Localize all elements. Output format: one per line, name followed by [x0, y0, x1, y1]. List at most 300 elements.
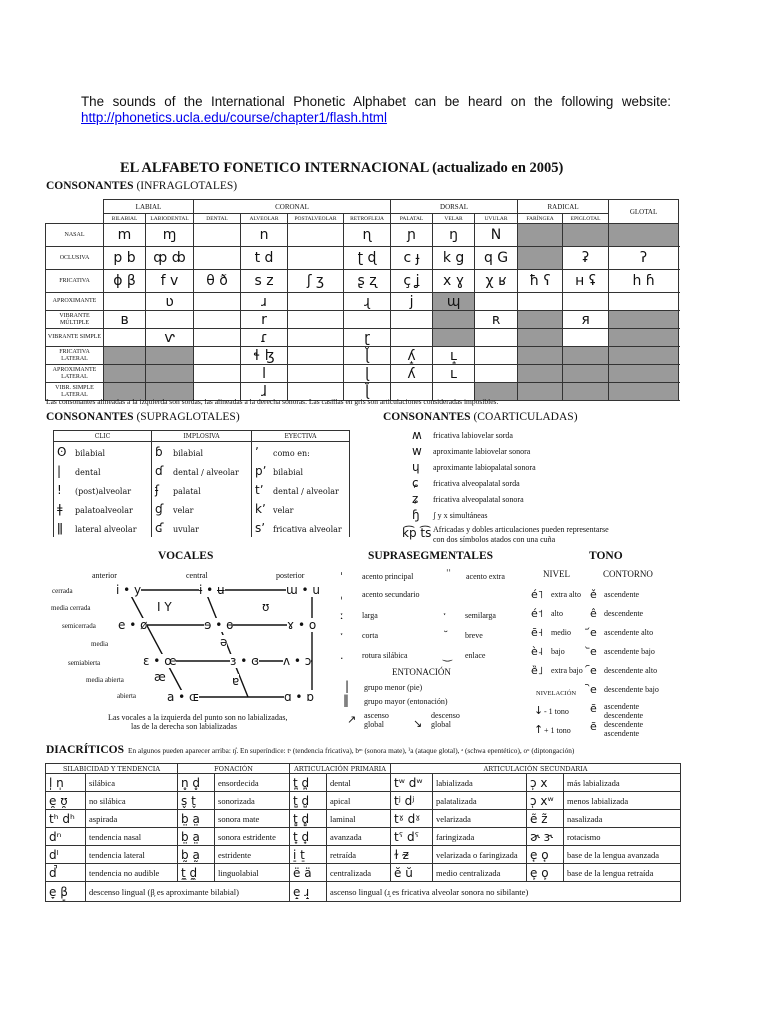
consonant-cell: n: [241, 224, 288, 247]
diacritic-symbol: t̟ d̟: [290, 828, 327, 846]
diacritic-desc: aspirada: [86, 810, 178, 828]
diacritic-desc: rotacismo: [564, 828, 681, 846]
consonant-cell: ʟ: [433, 365, 475, 383]
supraseg-symbol: ‿: [443, 649, 452, 662]
consonant-cell: ŋ: [433, 224, 475, 247]
place-4: POSTALVEOLAR: [288, 214, 344, 224]
supra-symbol: ʘ: [57, 444, 67, 459]
group-labial: LABIAL: [104, 200, 194, 214]
supra-symbol: pʼ: [255, 463, 267, 478]
consonant-cell: j: [391, 293, 433, 311]
diacritic-row: [46, 864, 681, 882]
supra-desc: velar: [273, 505, 294, 515]
place-3: ALVEOLAR: [241, 214, 288, 224]
consonant-cell: h ɦ: [609, 270, 679, 293]
ent-item-1: grupo menor (pie): [364, 683, 423, 692]
tone-level-symbol-4: ȅ˩: [531, 664, 544, 677]
vowel-symbol: ɯ • u: [286, 583, 321, 597]
consonant-cell: ɱ: [146, 224, 194, 247]
vowel-symbol: ɐ: [232, 674, 240, 688]
vowel-height-label: media: [91, 640, 109, 648]
supraseg-desc: acento secundario: [362, 590, 420, 599]
diac-last-desc-2: ascenso lingual (ɹ̝ es fricativa alveolar sonora no sibilante): [327, 882, 681, 902]
diacritic-desc: sonora estridente: [215, 828, 290, 846]
consonant-cell: ʂ ʐ: [344, 270, 391, 293]
diacritic-desc: avanzada: [327, 828, 391, 846]
diacritic-symbol: dⁿ: [46, 828, 86, 846]
diacritic-desc: linguolabial: [215, 864, 290, 882]
consonant-cell: f v: [146, 270, 194, 293]
supraseg-desc: acento principal: [362, 572, 414, 581]
ascenso-arrow-icon: ↗: [347, 713, 357, 726]
col-anterior: anterior: [92, 571, 117, 580]
tone-contour-label: descendente: [604, 609, 644, 618]
infra-note: Las consonantes alineadas a la izquierda son sordas, las alineadas a la derecha sonoras. Las casillas en gris son articulaciones consideradas imposibles.: [46, 397, 499, 406]
nivelacion-label: NIVELACIÓN: [536, 690, 577, 697]
diacritic-symbol: d̚: [46, 864, 86, 882]
consonant-cell: ʈ ɖ: [344, 247, 391, 270]
consonant-cell: ħ ʕ: [518, 270, 563, 293]
vowel-symbol: e • ø: [118, 618, 148, 632]
consonant-cell: χ ʁ: [475, 270, 518, 293]
supra-symbol: ɓ: [155, 444, 163, 459]
supra-desc: palatoalveolar: [75, 505, 133, 515]
diacritic-desc: laminal: [327, 810, 391, 828]
consonant-cell: ɭ̊: [344, 347, 391, 365]
consonant-cell: l: [241, 365, 288, 383]
tono-nivel: NIVEL: [543, 569, 570, 579]
diacritic-desc: silábica: [86, 774, 178, 792]
diacritic-symbol: e̯ ʊ̯: [46, 792, 86, 810]
ent-bar-1: |: [345, 679, 350, 693]
diacritic-row: [46, 810, 681, 828]
diacritic-symbol: ë ä: [290, 864, 327, 882]
supra-desc: dental / alveolar: [273, 486, 339, 496]
diacritic-symbol: dˡ: [46, 846, 86, 864]
diacritic-row: [46, 792, 681, 810]
nivelacion-down: - 1 tono: [544, 707, 569, 716]
diacritic-symbol: n̥ d̥: [178, 774, 215, 792]
supra-desc: bilabial: [75, 448, 106, 458]
coart-heading: CONSONANTES: [383, 411, 471, 423]
supraseg-desc: breve: [465, 631, 483, 640]
vowel-height-label: media cerrada: [51, 604, 91, 612]
diac-last-sym-2: e̝ ɹ̝: [290, 882, 327, 902]
consonant-cell: N: [475, 224, 518, 247]
vowel-symbol: a • ɶ: [167, 690, 200, 704]
ascenso-global: ascenso global: [364, 711, 389, 729]
vowel-symbol: ʌ • ɔ: [283, 654, 312, 668]
supra-desc: uvular: [173, 524, 199, 534]
tone-contour-symbol-2: ᷄e: [590, 626, 597, 639]
diacritic-desc: dental: [327, 774, 391, 792]
tone-level-symbol-2: ē˧: [531, 626, 544, 639]
tone-level-label: bajo: [551, 647, 565, 656]
consonant-cell: t d: [241, 247, 288, 270]
vowel-height-label: semiabierta: [68, 659, 101, 667]
acento-extra-symbol: ˈˈ: [446, 569, 451, 579]
supra-symbol: tʼ: [255, 482, 264, 497]
place-7: VELAR: [433, 214, 475, 224]
diacritic-desc: velarizada: [433, 810, 527, 828]
group-coronal: CORONAL: [194, 200, 391, 214]
supraseg-symbol: ː: [340, 609, 344, 622]
consonant-cell: ʙ: [104, 311, 146, 329]
diacritics-table: [45, 763, 681, 902]
vowel-symbol: ɛ • œ: [143, 654, 177, 668]
supra-heading: CONSONANTES: [46, 411, 134, 423]
consonant-cell: θ ð: [194, 270, 241, 293]
supraseg-desc: corta: [362, 631, 378, 640]
place-5: RETROFLEJA: [344, 214, 391, 224]
place-6: PALATAL: [391, 214, 433, 224]
phonetics-link[interactable]: http://phonetics.ucla.edu/course/chapter1/flash.html: [81, 110, 387, 125]
vowel-symbol: i • y: [116, 583, 142, 597]
row-label: APROXIMANTE: [46, 293, 104, 311]
supra-desc: como en:: [273, 448, 310, 458]
consonant-cell: k g: [433, 247, 475, 270]
diacritic-symbol: i̠ t̠: [290, 846, 327, 864]
consonant-cell: ʎ̝: [391, 347, 433, 365]
consonant-cell: p b: [104, 247, 146, 270]
consonant-cell: c ɟ: [391, 247, 433, 270]
tone-level-label: medio: [551, 628, 571, 637]
diacritic-desc: retraída: [327, 846, 391, 864]
vowel-height-label: semicerrada: [62, 622, 96, 630]
place-8: UVULAR: [475, 214, 518, 224]
diacritic-symbol: t̪ d̪: [290, 774, 327, 792]
diacritic-desc: labializada: [433, 774, 527, 792]
supra-desc: bilabial: [173, 448, 204, 458]
supraseg-desc: larga: [362, 611, 378, 620]
coart-symbol: ʍ: [412, 428, 422, 442]
diacritic-symbol: ɔ̜ xʷ: [527, 792, 564, 810]
coart-desc: fricativa alveopalatal sonora: [433, 495, 524, 504]
infra-sub: (INFRAGLOTALES): [136, 180, 238, 192]
supra-sub: (SUPRAGLOTALES): [136, 411, 240, 423]
vowel-symbol: I Y: [157, 600, 172, 614]
vowel-height-label: abierta: [117, 692, 137, 700]
down-arrow-icon: ↓: [534, 704, 544, 717]
diacritic-desc: centralizada: [327, 864, 391, 882]
infra-heading: CONSONANTES: [46, 180, 134, 192]
diacritic-desc: medio centralizada: [433, 864, 527, 882]
diacritic-symbol: ɫ z̴: [391, 846, 433, 864]
tono-heading: TONO: [589, 550, 623, 562]
diac-head-silabicidad: SILABICIDAD Y TENDENCIA: [46, 764, 178, 774]
diac-last-sym-1: e̞ β̞: [46, 882, 86, 902]
diacritic-desc: tendencia lateral: [86, 846, 178, 864]
coart-desc: fricativa alveopalatal sorda: [433, 479, 520, 488]
supra-desc: dental / alveolar: [173, 467, 239, 477]
supra-desc: bilabial: [273, 467, 304, 477]
entonacion-heading: ENTONACIÓN: [392, 667, 451, 677]
consonant-cell: q G: [475, 247, 518, 270]
consonant-cell: ɲ: [391, 224, 433, 247]
diac-head-secundaria: ARTICULACIÓN SECUNDARIA: [391, 764, 681, 774]
tone-contour-symbol-3: ᷅e: [590, 645, 597, 658]
vowel-symbol: ɘ • ɵ: [204, 618, 234, 632]
consonant-cell: s z: [241, 270, 288, 293]
consonant-cell: ʡ: [563, 247, 609, 270]
tone-contour-symbol-5: ᷆e: [590, 683, 597, 696]
supra-symbol: |: [57, 463, 62, 478]
diacritic-row: [46, 846, 681, 864]
up-arrow-icon: ↑: [534, 723, 544, 736]
diacritic-symbol: l̩ n̩: [46, 774, 86, 792]
row-label: FRICATIVA: [46, 270, 104, 293]
place-2: DENTAL: [194, 214, 241, 224]
supra-symbol: !: [57, 482, 62, 497]
tone-level-symbol-0: é˥: [531, 588, 544, 601]
tono-contorno: CONTORNO: [603, 569, 653, 579]
consonant-cell: ɻ: [344, 293, 391, 311]
diacritic-symbol: t̺ d̺: [290, 792, 327, 810]
tone-contour-symbol-6: ẽ: [590, 702, 597, 715]
coart-desc: fricativa labiovelar sorda: [433, 431, 513, 440]
coart-symbol: ɧ: [412, 508, 420, 522]
col-posterior: posterior: [276, 571, 305, 580]
diacriticos-note: En algunos pueden aparecer arriba: ŋ̊. En superíndice: tˢ (tendencia fricativa), bᵐ (sonora mate), ˀa (ataque glotal), ᵊ (schwa epentético), oᵘ (diptongación): [128, 746, 575, 755]
coart-symbol: ɥ: [412, 460, 420, 474]
place-10: EPIGLOTAL: [563, 214, 609, 224]
diacritic-symbol: ɚ ɝ: [527, 828, 564, 846]
supraseg-desc: semilarga: [465, 611, 496, 620]
vowel-height-label: media abierta: [86, 676, 124, 684]
col-eyectiva: EYECTIVA: [252, 431, 350, 442]
supra-symbol: kʼ: [255, 501, 266, 516]
consonant-cell: ɸ β: [104, 270, 146, 293]
diacritic-desc: no silábica: [86, 792, 178, 810]
diacritic-desc: faringizada: [433, 828, 527, 846]
consonant-cell: ɳ: [344, 224, 391, 247]
row-label: OCLUSIVA: [46, 247, 104, 270]
coart-sub: (COARTICULADAS): [473, 411, 578, 423]
supra-symbol: ɗ: [155, 463, 164, 478]
consonant-cell: ɽ: [344, 329, 391, 347]
supra-symbol: ʼ: [255, 444, 259, 459]
coart-desc: aproximante labiopalatal sonora: [433, 463, 536, 472]
diacritic-desc: velarizada o faringizada: [433, 846, 527, 864]
vowel-symbol: ɜ • ɞ: [230, 654, 260, 668]
vowel-symbol: ɑ • ɒ: [284, 690, 314, 704]
consonant-cell: ʃ ʒ: [288, 270, 344, 293]
row-label: VIBRANTE MÚLTIPLE: [46, 311, 104, 329]
supraseg-desc: rotura silábica: [362, 651, 408, 660]
diacritic-symbol: e̙ o̙: [527, 864, 564, 882]
diacritic-symbol: e̘ o̘: [527, 846, 564, 864]
vowel-symbol: ɤ • o: [287, 618, 317, 632]
coart-desc: aproximante labiovelar sonora: [433, 447, 531, 456]
diacritic-symbol: b̰ a̰: [178, 846, 215, 864]
page-title: EL ALFABETO FONETICO INTERNACIONAL (actualizado en 2005): [120, 160, 564, 176]
diacritic-symbol: t̼ d̼: [178, 864, 215, 882]
vowel-note-2: las de la derecha son labializadas: [131, 722, 237, 731]
coart-desc: ʃ y x simultáneas: [433, 511, 488, 520]
row-label: VIBRANTE SIMPLE: [46, 329, 104, 347]
diacritic-symbol: tʰ dʰ: [46, 810, 86, 828]
consonant-cell: ⱱ: [146, 329, 194, 347]
consonant-cell: ʋ: [146, 293, 194, 311]
supraseg-symbol: .: [340, 649, 344, 662]
group-dorsal: DORSAL: [391, 200, 518, 214]
place-9: FARÍNGEA: [518, 214, 563, 224]
tone-contour-label: ascendente alto: [604, 628, 654, 637]
row-label: VIBR. SIMPLE LATERAL: [46, 383, 104, 401]
col-clic: CLIC: [54, 431, 152, 442]
diacritic-symbol: b̤ a̤: [178, 810, 215, 828]
consonant-cell: ɭ: [344, 365, 391, 383]
consonant-cell: я: [563, 311, 609, 329]
col-central: central: [186, 571, 208, 580]
diacritic-desc: menos labializada: [564, 792, 681, 810]
vowels-heading: VOCALES: [158, 550, 214, 562]
coart-symbol: ʑ: [412, 492, 419, 506]
diacritic-symbol: ĕ ŭ: [391, 864, 433, 882]
vowel-symbol: ə: [220, 635, 228, 649]
descenso-global: descenso global: [431, 711, 460, 729]
group-radical: RADICAL: [518, 200, 609, 214]
col-implosiva: IMPLOSIVA: [152, 431, 252, 442]
consonant-cell: ʎ: [391, 365, 433, 383]
consonant-cell: ʜ ʢ: [563, 270, 609, 293]
tone-contour-label: ascendente descendente: [604, 702, 644, 720]
supra-desc: lateral alveolar: [75, 524, 137, 534]
acento-extra: acento extra: [466, 572, 505, 581]
diacritic-desc: base de la lengua retraída: [564, 864, 681, 882]
supra-desc: fricativa alveolar: [273, 524, 342, 534]
diacriticos-heading: DIACRÍTICOS: [46, 744, 124, 756]
consonant-cell: ç ʝ: [391, 270, 433, 293]
consonant-cell: ɾ: [241, 329, 288, 347]
vowel-symbol: ɨ • ʉ: [199, 583, 225, 597]
tone-level-symbol-1: é˦: [531, 607, 544, 620]
coart-symbol: w: [412, 444, 422, 458]
tone-contour-label: descendente ascendente: [604, 720, 644, 738]
row-label: NASAL: [46, 224, 104, 247]
diacritic-symbol: ẽ z̃: [527, 810, 564, 828]
place-0: BILABIAL: [104, 214, 146, 224]
diacritic-desc: base de la lengua avanzada: [564, 846, 681, 864]
diacritic-row: [46, 774, 681, 792]
consonant-cell: r: [241, 311, 288, 329]
consonant-cell: ɬ ɮ: [241, 347, 288, 365]
diacritic-desc: apical: [327, 792, 391, 810]
diacritic-desc: ensordecida: [215, 774, 290, 792]
diacritic-symbol: s̬ t̬: [178, 792, 215, 810]
diacritic-desc: sonora mate: [215, 810, 290, 828]
supra-symbol: sʼ: [255, 520, 266, 535]
row-label: FRICATIVA LATERAL: [46, 347, 104, 365]
supra-desc: velar: [173, 505, 194, 515]
diacritic-desc: estridente: [215, 846, 290, 864]
supra-symbol: ʛ: [155, 520, 164, 535]
consonant-cell: ȹ ȸ: [146, 247, 194, 270]
tone-contour-label: descendente alto: [604, 666, 658, 675]
supraseg-symbol: ˌ: [340, 588, 344, 601]
tone-contour-symbol-1: ê: [590, 607, 597, 620]
diac-head-primaria: ARTICULACIÓN PRIMARIA: [290, 764, 391, 774]
vowel-symbol: ʊ: [262, 600, 270, 614]
place-1: LABIODENTAL: [146, 214, 194, 224]
supraseg-symbol: ˑ: [340, 629, 344, 642]
diac-head-fonacion: FONACIÓN: [178, 764, 290, 774]
diacritic-symbol: tˠ dˠ: [391, 810, 433, 828]
tone-contour-symbol-4: ᷇e: [590, 664, 597, 677]
supraseg-heading: SUPRASEGMENTALES: [368, 550, 494, 562]
tie-note-2: con dos símbolos atados con una cuña: [433, 535, 556, 544]
supraseg-desc: enlace: [465, 651, 486, 660]
supraseg-symbol: ˘: [443, 629, 449, 642]
vowel-symbol: æ: [154, 670, 166, 684]
tone-contour-label: descendente bajo: [604, 685, 659, 694]
consonant-cell: x ɣ: [433, 270, 475, 293]
descenso-arrow-icon: ↘: [413, 717, 423, 730]
diac-last-desc-1: descenso lingual (β̞ es aproximante bilabial): [86, 882, 290, 902]
diacritic-symbol: tˤ dˤ: [391, 828, 433, 846]
diacritic-desc: tendencia no audible: [86, 864, 178, 882]
tie-symbols: k͡p t͡s: [402, 526, 432, 540]
consonant-cell: m: [104, 224, 146, 247]
vowel-height-label: cerrada: [52, 587, 73, 595]
supraseg-symbol: ˑ: [443, 609, 447, 622]
supra-desc: palatal: [173, 486, 201, 496]
tone-contour-symbol-0: ě: [590, 588, 597, 601]
vowel-note-1: Las vocales a la izquierda del punto son no labializadas,: [108, 713, 288, 722]
diacritic-desc: palatalizada: [433, 792, 527, 810]
group-glotal: GLOTAL: [609, 200, 679, 224]
tone-level-label: alto: [551, 609, 563, 618]
consonant-cell: ɺ: [241, 383, 288, 401]
diacritic-symbol: t̻ d̻: [290, 810, 327, 828]
tone-contour-symbol-7: ẽ: [590, 720, 597, 733]
row-label: APROXIMANTE LATERAL: [46, 365, 104, 383]
diacritic-desc: nasalizada: [564, 810, 681, 828]
diacritic-desc: tendencia nasal: [86, 828, 178, 846]
ent-item-2: grupo mayor (entonación): [364, 697, 448, 706]
tone-level-label: extra alto: [551, 590, 581, 599]
supra-symbol: ǂ: [57, 501, 63, 516]
tie-note-1: Africadas y dobles articulaciones pueden representarse: [433, 525, 609, 534]
nivelacion-up: + 1 tono: [544, 726, 571, 735]
diacritic-symbol: b̤ a̤: [178, 828, 215, 846]
tone-level-label: extra bajo: [551, 666, 583, 675]
coart-symbol: ɕ: [412, 476, 419, 490]
diacritic-symbol: ɔ̹ x: [527, 774, 564, 792]
tone-contour-label: ascendente bajo: [604, 647, 655, 656]
supra-symbol: ʄ: [155, 482, 160, 497]
diacritic-row: [46, 828, 681, 846]
consonant-cell: ʀ: [475, 311, 518, 329]
tone-level-symbol-3: è˨: [531, 645, 544, 658]
supra-desc: dental: [75, 467, 101, 477]
supra-symbol: ǁ: [57, 520, 63, 535]
diacritic-symbol: tʷ dʷ: [391, 774, 433, 792]
ent-bar-2: ‖: [343, 693, 349, 707]
supra-symbol: ɠ: [155, 501, 164, 516]
diacritic-desc: sonorizada: [215, 792, 290, 810]
tone-contour-label: ascendente: [604, 590, 640, 599]
supra-desc: (post)alveolar: [75, 486, 132, 496]
diacritic-desc: más labializada: [564, 774, 681, 792]
consonant-cell: ɭ̆: [344, 383, 391, 401]
consonant-cell: ɰ: [433, 293, 475, 311]
supraseg-symbol: ˈ: [340, 570, 344, 583]
consonant-cell: ʔ: [609, 247, 679, 270]
consonant-cell: ɹ: [241, 293, 288, 311]
intro-text: The sounds of the International Phonetic Alphabet can be heard on the following website:: [81, 94, 671, 109]
consonant-cell: ʟ̝: [433, 347, 475, 365]
